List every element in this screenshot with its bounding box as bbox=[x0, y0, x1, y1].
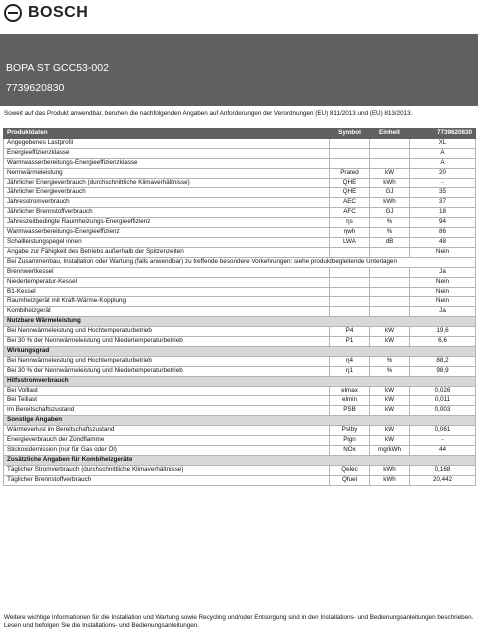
row-value: Nein bbox=[410, 287, 476, 297]
header-unit: Einheit bbox=[370, 129, 410, 139]
row-label: Bei Teillast bbox=[4, 396, 330, 406]
row-unit: kWh bbox=[370, 198, 410, 208]
row-value: 20 bbox=[410, 168, 476, 178]
brand-logo bbox=[4, 3, 88, 23]
row-symbol: QHE bbox=[330, 188, 370, 198]
row-value: Nein bbox=[410, 297, 476, 307]
row-value: - bbox=[410, 436, 476, 446]
row-symbol: Prated bbox=[330, 168, 370, 178]
row-value: 19,6 bbox=[410, 327, 476, 337]
row-label: Bei 30 % der Nennwärmeleistung und Niedertemperaturbetrieb bbox=[4, 366, 330, 376]
row-symbol: Qfuel bbox=[330, 475, 370, 485]
table-row bbox=[4, 356, 476, 366]
row-symbol bbox=[330, 277, 370, 287]
row-symbol bbox=[330, 247, 370, 257]
row-label: Jährlicher Energieverbrauch (durchschnittliche Klimaverhältnisse) bbox=[4, 178, 330, 188]
row-unit bbox=[370, 307, 410, 317]
section-header-row bbox=[4, 346, 476, 356]
table-row bbox=[4, 178, 476, 188]
row-symbol bbox=[330, 307, 370, 317]
row-label: Raumheizgerät mit Kraft-Wärme-Kopplung bbox=[4, 297, 330, 307]
row-unit: kWh bbox=[370, 475, 410, 485]
row-symbol: P1 bbox=[330, 337, 370, 347]
row-symbol bbox=[330, 148, 370, 158]
row-value: 0,061 bbox=[410, 426, 476, 436]
product-data-table bbox=[3, 128, 476, 486]
row-label: Täglicher Stromverbrauch (durchschnittliche Klimaverhältnisse) bbox=[4, 465, 330, 475]
row-value: 37 bbox=[410, 198, 476, 208]
intro-text: Soweit auf das Produkt anwendbar, beruhen die nachfolgenden Angaben auf Anforderungen der Verordnungen (EU) 811/2013 und (EU) 813/2013. bbox=[4, 110, 413, 117]
row-value: 98,9 bbox=[410, 366, 476, 376]
row-value: 0,003 bbox=[410, 406, 476, 416]
row-label: B1-Kessel bbox=[4, 287, 330, 297]
product-number: 7739620830 bbox=[6, 82, 65, 94]
section-title: Wirkungsgrad bbox=[4, 346, 476, 356]
row-value: A bbox=[410, 158, 476, 168]
row-symbol bbox=[330, 138, 370, 148]
row-unit: kW bbox=[370, 327, 410, 337]
row-label: Täglicher Brennstoffverbrauch bbox=[4, 475, 330, 485]
table-row bbox=[4, 386, 476, 396]
row-label: Niedertemperatur-Kessel bbox=[4, 277, 330, 287]
row-unit: mg/kWh bbox=[370, 446, 410, 456]
product-banner bbox=[0, 34, 478, 106]
table-row bbox=[4, 267, 476, 277]
row-label: Bei Nennwärmeleistung und Hochtemperaturbetrieb bbox=[4, 356, 330, 366]
section-header-row bbox=[4, 416, 476, 426]
row-unit: kW bbox=[370, 396, 410, 406]
row-symbol: AFC bbox=[330, 208, 370, 218]
row-value: 18 bbox=[410, 208, 476, 218]
row-value: 0,011 bbox=[410, 396, 476, 406]
row-unit: % bbox=[370, 366, 410, 376]
row-value: 48 bbox=[410, 237, 476, 247]
row-label: Schallleistungspegel innen bbox=[4, 237, 330, 247]
table-header-row bbox=[4, 129, 476, 139]
row-unit: % bbox=[370, 356, 410, 366]
table-row bbox=[4, 277, 476, 287]
row-symbol bbox=[330, 287, 370, 297]
row-value: 44 bbox=[410, 446, 476, 456]
row-unit: kW bbox=[370, 168, 410, 178]
section-header-row bbox=[4, 317, 476, 327]
table-row bbox=[4, 337, 476, 347]
row-unit: kWh bbox=[370, 465, 410, 475]
row-value: 88,2 bbox=[410, 356, 476, 366]
table-row bbox=[4, 465, 476, 475]
row-symbol bbox=[330, 297, 370, 307]
row-symbol: NOx bbox=[330, 446, 370, 456]
row-label: Jährlicher Brennstoffverbrauch bbox=[4, 208, 330, 218]
row-value: Nein bbox=[410, 247, 476, 257]
section-title: Sonstige Angaben bbox=[4, 416, 476, 426]
row-value: 86 bbox=[410, 228, 476, 238]
table-row bbox=[4, 228, 476, 238]
row-value: 35 bbox=[410, 188, 476, 198]
row-symbol: Pign bbox=[330, 436, 370, 446]
row-label: Bei 30 % der Nennwärmeleistung und Niedertemperaturbetrieb bbox=[4, 337, 330, 347]
row-value: Ja bbox=[410, 307, 476, 317]
row-unit bbox=[370, 267, 410, 277]
section-header-row bbox=[4, 455, 476, 465]
row-unit: kW bbox=[370, 337, 410, 347]
header-value: 7739620830 bbox=[410, 129, 476, 139]
row-unit bbox=[370, 158, 410, 168]
row-unit bbox=[370, 287, 410, 297]
row-unit: kW bbox=[370, 436, 410, 446]
row-unit bbox=[370, 148, 410, 158]
table-row bbox=[4, 287, 476, 297]
table-row bbox=[4, 436, 476, 446]
table-row bbox=[4, 247, 476, 257]
table-row bbox=[4, 475, 476, 485]
row-value: 6,6 bbox=[410, 337, 476, 347]
row-label: Jahresstromverbrauch bbox=[4, 198, 330, 208]
row-label: Angegebenes Lastprofil bbox=[4, 138, 330, 148]
row-value: 0,026 bbox=[410, 386, 476, 396]
table-row bbox=[4, 406, 476, 416]
footer-note: Weitere wichtige Informationen für die Installation und Wartung sowie Recycling und/oder Entsorgung sind in den Installations- und Bedienungsanleitungen beschrieben. Lesen und befolgen Sie die Installations- und Bedienungsanleitungen. bbox=[4, 614, 474, 629]
section-title: Nutzbare Wärmeleistung bbox=[4, 317, 476, 327]
table-row bbox=[4, 158, 476, 168]
row-symbol: P4 bbox=[330, 327, 370, 337]
row-unit: kW bbox=[370, 386, 410, 396]
table-row bbox=[4, 446, 476, 456]
row-symbol: elmin bbox=[330, 396, 370, 406]
table-row bbox=[4, 366, 476, 376]
row-symbol: ηs bbox=[330, 218, 370, 228]
table-row bbox=[4, 218, 476, 228]
table-row bbox=[4, 138, 476, 148]
row-value: A bbox=[410, 148, 476, 158]
row-label: Warmwasserbereitungs-Energieeffizienz bbox=[4, 228, 330, 238]
bosch-armature-icon bbox=[4, 4, 22, 22]
row-symbol: Qelec bbox=[330, 465, 370, 475]
header-label: Produktdaten bbox=[4, 129, 330, 139]
row-value: Ja bbox=[410, 267, 476, 277]
row-unit: kW bbox=[370, 426, 410, 436]
row-value: - bbox=[410, 178, 476, 188]
row-symbol bbox=[330, 158, 370, 168]
table-row bbox=[4, 297, 476, 307]
row-symbol: PSB bbox=[330, 406, 370, 416]
row-unit bbox=[370, 277, 410, 287]
row-label: Stickoxidemission (nur für Gas oder Öl) bbox=[4, 446, 330, 456]
row-label: Warmwasserbereitungs-Energieeffizienzklasse bbox=[4, 158, 330, 168]
section-header-row bbox=[4, 376, 476, 386]
row-symbol bbox=[330, 267, 370, 277]
table-row bbox=[4, 396, 476, 406]
top-bar bbox=[0, 0, 478, 26]
row-symbol: ηwh bbox=[330, 228, 370, 238]
row-symbol: AEC bbox=[330, 198, 370, 208]
row-label: Angabe zur Fähigkeit des Betriebs außerhalb der Spitzenzeiten bbox=[4, 247, 330, 257]
row-unit bbox=[370, 138, 410, 148]
row-label: Jährlicher Energieverbrauch bbox=[4, 188, 330, 198]
row-symbol: elmax bbox=[330, 386, 370, 396]
row-unit: % bbox=[370, 228, 410, 238]
header-symbol: Symbol bbox=[330, 129, 370, 139]
table-row bbox=[4, 188, 476, 198]
table-row bbox=[4, 168, 476, 178]
logo-text: BOSCH bbox=[28, 4, 89, 21]
row-unit: kW bbox=[370, 406, 410, 416]
row-unit: % bbox=[370, 218, 410, 228]
table-row bbox=[4, 198, 476, 208]
note-row bbox=[4, 257, 476, 267]
row-label: Bei Volllast bbox=[4, 386, 330, 396]
table-row bbox=[4, 208, 476, 218]
row-unit bbox=[370, 247, 410, 257]
row-label: Brennwertkessel bbox=[4, 267, 330, 277]
section-title: Zusätzliche Angaben für Kombiheizgeräte bbox=[4, 455, 476, 465]
product-title: BOPA ST GCC53-002 bbox=[6, 62, 109, 74]
row-label: Jahreszeitbedingte Raumheizungs-Energieeffizienz bbox=[4, 218, 330, 228]
row-symbol: QHE bbox=[330, 178, 370, 188]
row-unit: kWh bbox=[370, 178, 410, 188]
table-row bbox=[4, 237, 476, 247]
note-text: Bei Zusammenbau, Installation oder Wartung (falls anwendbar) zu treffende besondere Vorkehrungen: siehe produktbegleitende Unterlagen bbox=[4, 257, 476, 267]
row-label: Energieverbrauch der Zündflamme bbox=[4, 436, 330, 446]
row-unit: GJ bbox=[370, 188, 410, 198]
row-label: Energieeffizienzklasse bbox=[4, 148, 330, 158]
row-label: Bei Nennwärmeleistung und Hochtemperaturbetrieb bbox=[4, 327, 330, 337]
row-unit: GJ bbox=[370, 208, 410, 218]
row-label: Kombiheizgerät bbox=[4, 307, 330, 317]
table-row bbox=[4, 327, 476, 337]
row-value: 94 bbox=[410, 218, 476, 228]
row-value: XL bbox=[410, 138, 476, 148]
row-unit bbox=[370, 297, 410, 307]
row-value: 0,168 bbox=[410, 465, 476, 475]
row-value: 20,442 bbox=[410, 475, 476, 485]
table-row bbox=[4, 426, 476, 436]
row-unit: dB bbox=[370, 237, 410, 247]
row-symbol: η1 bbox=[330, 366, 370, 376]
table-row bbox=[4, 148, 476, 158]
table-row bbox=[4, 307, 476, 317]
row-symbol: LWA bbox=[330, 237, 370, 247]
row-symbol: η4 bbox=[330, 356, 370, 366]
row-label: Nennwärmeleistung bbox=[4, 168, 330, 178]
row-value: Nein bbox=[410, 277, 476, 287]
row-symbol: Pstby bbox=[330, 426, 370, 436]
row-label: Im Bereitschaftszustand bbox=[4, 406, 330, 416]
row-label: Wärmeverlust im Bereitschaftszustand bbox=[4, 426, 330, 436]
section-title: Hilfsstromverbrauch bbox=[4, 376, 476, 386]
